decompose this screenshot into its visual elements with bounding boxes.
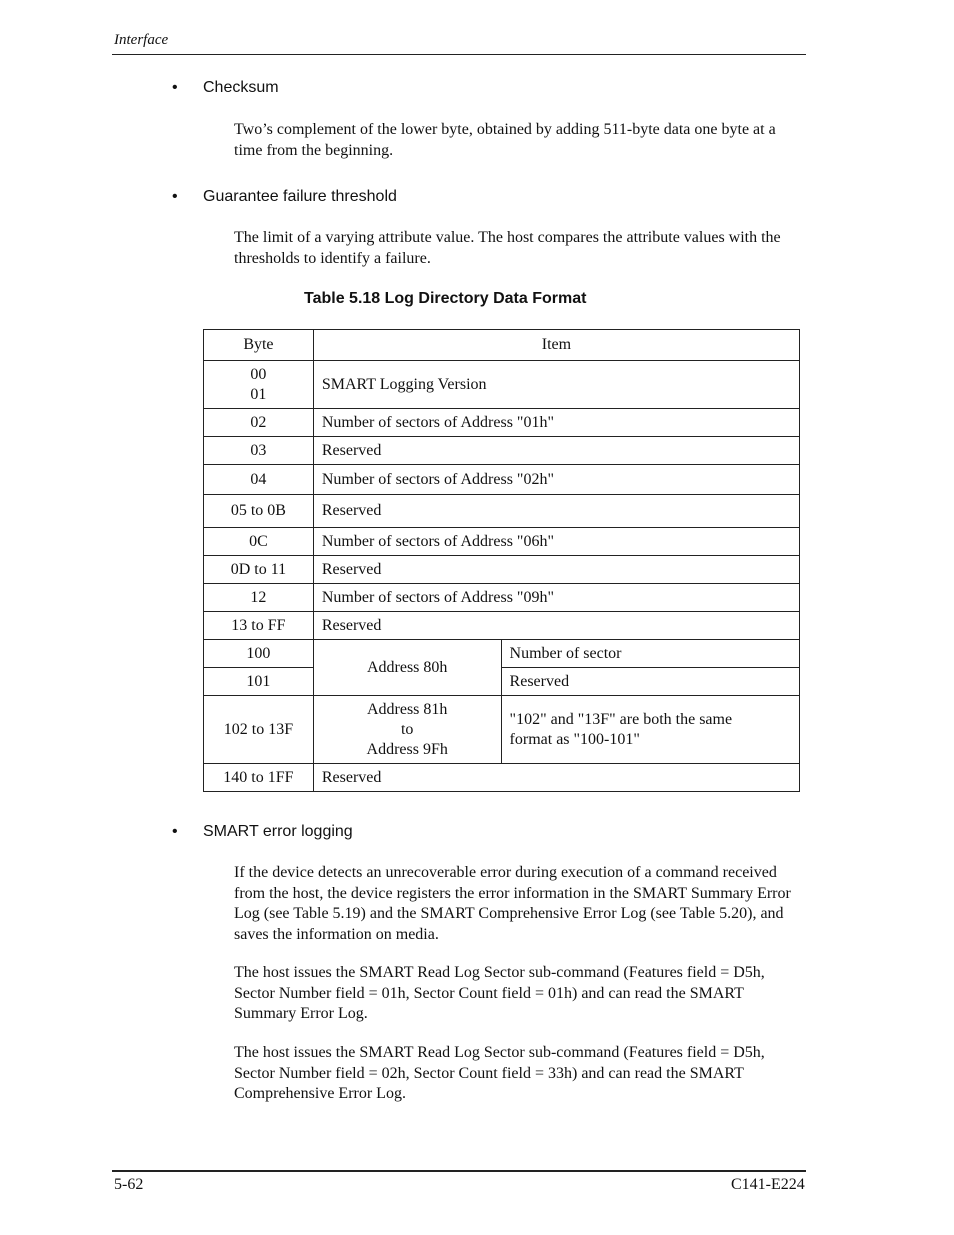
error-logging-paragraph-2: The host issues the SMART Read Log Sector sub-command (Features field = D5h, Sector Number field = 01h, Sector Count field = 01h) and can read the SMART Summary Error Log. bbox=[234, 964, 765, 1022]
item-line: "102" and "13F" are both the same bbox=[509, 710, 733, 728]
address-line: Address 81h bbox=[366, 700, 448, 718]
item-cell bbox=[501, 696, 799, 764]
byte-cell bbox=[204, 361, 314, 409]
byte-cell: 100 bbox=[204, 640, 314, 668]
byte-cell: 101 bbox=[204, 668, 314, 696]
footer-rule bbox=[112, 1170, 806, 1172]
error-logging-paragraph-1: If the device detects an unrecoverable error during execution of a command received from the host, the device registers the error information in the SMART Summary Error Log (see Table 5.19) and the SMART Comprehensive Error Log (see Table 5.20), and saves the information on media. bbox=[234, 864, 791, 943]
table-row bbox=[204, 584, 800, 612]
document-number: C141-E224 bbox=[731, 1176, 805, 1193]
byte-cell: 13 to FF bbox=[204, 612, 314, 640]
error-logging-paragraph-3: The host issues the SMART Read Log Sector sub-command (Features field = D5h, Sector Number field = 02h, Sector Count field = 33h) and can read the SMART Comprehensive Error Log. bbox=[234, 1044, 765, 1102]
header-rule bbox=[112, 54, 806, 55]
address-cell: Address 80h bbox=[313, 640, 501, 696]
byte-cell: 0C bbox=[204, 528, 314, 556]
table-row bbox=[204, 495, 800, 528]
item-cell: Reserved bbox=[501, 668, 799, 696]
bullet-dot-icon: • bbox=[172, 79, 178, 96]
byte-cell: 102 to 13F bbox=[204, 696, 314, 764]
byte-cell: 03 bbox=[204, 437, 314, 465]
table-row bbox=[204, 640, 800, 668]
bullet-title: Checksum bbox=[203, 79, 279, 96]
byte-cell: 05 to 0B bbox=[204, 495, 314, 528]
threshold-description: The limit of a varying attribute value. The host compares the attribute values with the thresholds to identify a failure. bbox=[234, 229, 781, 267]
item-cell: Number of sectors of Address "01h" bbox=[313, 409, 799, 437]
bullet-threshold bbox=[172, 188, 397, 206]
header-item: Item bbox=[313, 330, 799, 361]
table-row bbox=[204, 696, 800, 764]
bullet-error-logging bbox=[172, 823, 353, 841]
table-row bbox=[204, 612, 800, 640]
table-row bbox=[204, 528, 800, 556]
item-cell: Number of sectors of Address "09h" bbox=[313, 584, 799, 612]
byte-value: 00 bbox=[250, 365, 267, 383]
byte-cell: 0D to 11 bbox=[204, 556, 314, 584]
byte-cell: 12 bbox=[204, 584, 314, 612]
byte-cell: 04 bbox=[204, 465, 314, 495]
byte-cell: 02 bbox=[204, 409, 314, 437]
bullet-dot-icon: • bbox=[172, 188, 178, 205]
address-line: Address 9Fh bbox=[366, 740, 448, 758]
item-cell: Number of sectors of Address "06h" bbox=[313, 528, 799, 556]
item-cell: Reserved bbox=[313, 612, 799, 640]
table-row bbox=[204, 465, 800, 495]
table-title: Table 5.18 Log Directory Data Format bbox=[304, 290, 587, 307]
byte-cell: 140 to 1FF bbox=[204, 764, 314, 792]
table-row bbox=[204, 409, 800, 437]
table-row bbox=[204, 361, 800, 409]
table-row bbox=[204, 556, 800, 584]
log-directory-table bbox=[203, 329, 800, 792]
checksum-description: Two’s complement of the lower byte, obtained by adding 511-byte data one byte at a time from the beginning. bbox=[234, 121, 776, 159]
bullet-dot-icon: • bbox=[172, 823, 178, 840]
table-row bbox=[204, 437, 800, 465]
item-cell: SMART Logging Version bbox=[313, 361, 799, 409]
page-number: 5-62 bbox=[114, 1176, 144, 1193]
header-byte: Byte bbox=[204, 330, 314, 361]
table-header-row bbox=[204, 330, 800, 361]
address-line: to bbox=[400, 720, 414, 738]
item-cell: Reserved bbox=[313, 437, 799, 465]
bullet-title: Guarantee failure threshold bbox=[203, 188, 397, 205]
item-line: format as "100-101" bbox=[509, 730, 640, 748]
table-row bbox=[204, 668, 800, 696]
byte-value: 01 bbox=[250, 385, 267, 403]
address-cell bbox=[313, 696, 501, 764]
bullet-checksum bbox=[172, 79, 279, 97]
item-cell: Reserved bbox=[313, 764, 799, 792]
item-cell: Number of sectors of Address "02h" bbox=[313, 465, 799, 495]
table-row bbox=[204, 764, 800, 792]
item-cell: Reserved bbox=[313, 556, 799, 584]
running-header: Interface bbox=[114, 32, 169, 48]
item-cell: Number of sector bbox=[501, 640, 799, 668]
item-cell: Reserved bbox=[313, 495, 799, 528]
bullet-title: SMART error logging bbox=[203, 823, 353, 840]
